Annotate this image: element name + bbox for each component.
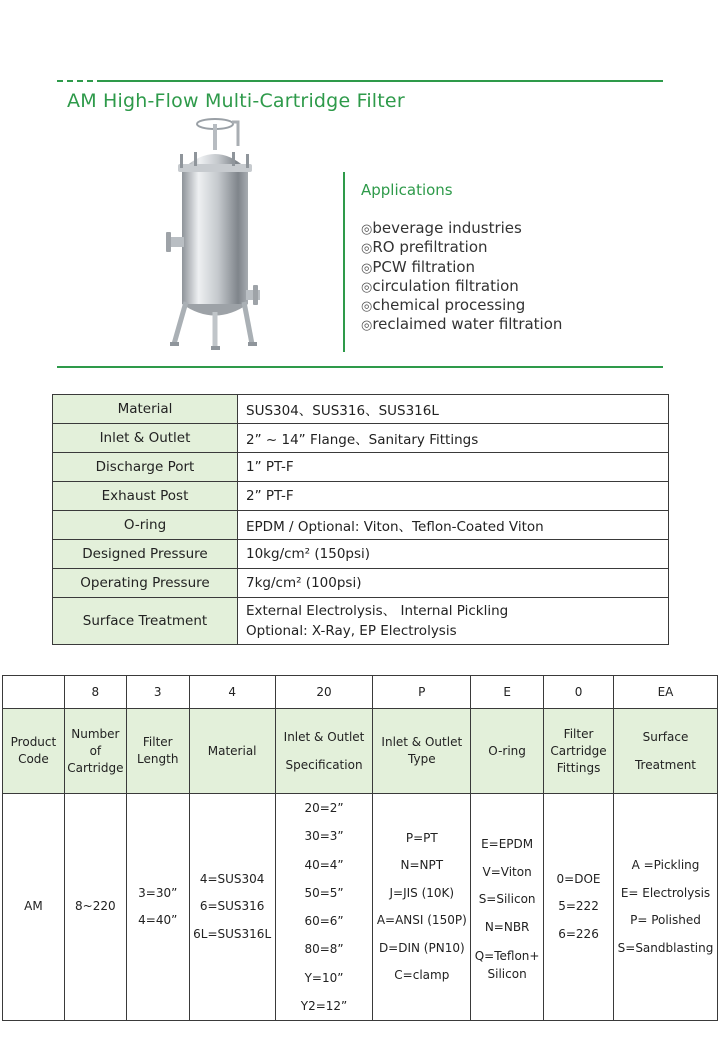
column-header <box>64 709 126 794</box>
cell-line: Filter <box>142 735 173 749</box>
list-item <box>361 238 562 257</box>
example-code-cell: 20 <box>275 676 373 709</box>
circle-bullet-icon: ◎ <box>361 241 373 257</box>
cell-line: P= Polished <box>630 913 701 928</box>
filter-housing-image <box>160 112 260 357</box>
rule-dash <box>87 80 93 82</box>
table-row <box>53 511 669 540</box>
cell-line: Treatment <box>634 758 697 772</box>
spec-value-line: Optional: X-Ray, EP Electrolysis <box>246 623 457 639</box>
circle-bullet-icon: ◎ <box>361 318 373 334</box>
rule-dash <box>77 80 83 82</box>
cell-line: D=DIN (PN10) <box>378 940 465 955</box>
cell-line: Fittings <box>556 760 601 775</box>
column-header <box>275 709 373 794</box>
cell-line: AM <box>24 899 43 914</box>
code-values-cell <box>64 794 126 1021</box>
cell-line: 50=5” <box>304 885 344 900</box>
application-text: chemical processing <box>372 296 526 315</box>
cell-line: N=NPT <box>400 858 444 873</box>
code-values-cell <box>471 794 544 1021</box>
column-header <box>373 709 471 794</box>
application-text: RO prefiltration <box>372 238 488 257</box>
cell-line: 80=8” <box>304 942 344 957</box>
spec-value-line: External Electrolysis、 Internal Pickling <box>246 603 509 619</box>
cell-line: J=JIS (10K) <box>389 885 455 900</box>
cell-line: C=clamp <box>394 968 450 983</box>
applications-list <box>361 219 562 335</box>
table-row <box>53 569 669 598</box>
cell-line: Y2=12” <box>300 999 348 1014</box>
spec-label: Material <box>53 395 238 424</box>
spec-table <box>52 394 669 645</box>
column-header <box>189 709 275 794</box>
code-values-cell <box>3 794 65 1021</box>
spec-label: Discharge Port <box>53 453 238 482</box>
code-values-cell <box>373 794 471 1021</box>
code-values-cell <box>126 794 189 1021</box>
cell-line: Length <box>137 752 179 766</box>
table-row <box>53 453 669 482</box>
cell-line: E=EPDM <box>481 837 534 852</box>
table-row <box>53 482 669 511</box>
cell-line: 3=30” <box>138 885 178 900</box>
spec-label: O-ring <box>53 511 238 540</box>
cell-line: P=PT <box>405 830 438 845</box>
section-rule <box>57 366 663 368</box>
code-values-cell <box>275 794 373 1021</box>
cell-line: S=Silicon <box>478 892 536 907</box>
cell-line: 20=2” <box>304 801 344 815</box>
cell-line: Q=Teflon+ <box>474 949 540 964</box>
page-title: AM High-Flow Multi-Cartridge Filter <box>67 90 405 112</box>
cell-line: Inlet & Outlet <box>283 730 365 744</box>
cell-line: Y=10” <box>304 970 344 985</box>
code-values-cell <box>613 794 717 1021</box>
list-item <box>361 277 562 296</box>
cell-line: Number <box>71 726 120 741</box>
cell-line: N=NBR <box>484 919 530 934</box>
table-row <box>53 540 669 569</box>
applications-heading: Applications <box>361 181 453 199</box>
example-code-cell: 8 <box>64 676 126 709</box>
list-item <box>361 258 562 277</box>
example-code-row <box>3 676 718 709</box>
cell-line: Cartridge <box>67 760 124 775</box>
cell-line: E= Electrolysis <box>620 885 711 900</box>
cell-line: 5=222 <box>558 899 599 914</box>
column-header <box>613 709 717 794</box>
cell-line: A =Pickling <box>631 858 700 873</box>
cell-line: 0=DOE <box>556 871 601 886</box>
circle-bullet-icon: ◎ <box>361 222 373 237</box>
cell-line: Type <box>408 752 436 766</box>
spec-label: Designed Pressure <box>53 540 238 569</box>
list-item <box>361 219 562 238</box>
spec-value <box>238 598 669 645</box>
spec-value: SUS304、SUS316、SUS316L <box>238 395 669 424</box>
example-code-cell: 4 <box>189 676 275 709</box>
cell-line: Surface <box>642 730 689 744</box>
spec-value: 7kg/cm² (100psi) <box>238 569 669 598</box>
spec-value: 1” PT-F <box>238 453 669 482</box>
cell-line: of <box>89 743 102 758</box>
cell-line: Cartridge <box>550 743 607 758</box>
rule-dash <box>67 80 73 82</box>
cell-line: 40=4” <box>304 857 344 872</box>
spec-label: Operating Pressure <box>53 569 238 598</box>
spec-value: EPDM / Optional: Viton、Teflon-Coated Viton <box>238 511 669 540</box>
circle-bullet-icon: ◎ <box>361 260 373 276</box>
cell-line: 6=SUS316 <box>199 899 265 914</box>
cell-line: 8~220 <box>75 899 116 914</box>
example-code-cell: P <box>373 676 471 709</box>
circle-bullet-icon: ◎ <box>361 299 373 315</box>
cell-line: Product <box>10 735 57 749</box>
spec-label: Inlet & Outlet <box>53 424 238 453</box>
cell-line: Filter <box>563 726 594 741</box>
application-text: beverage industries <box>372 219 522 237</box>
cell-line: 4=SUS304 <box>199 871 265 886</box>
cell-line: 60=6” <box>304 914 344 929</box>
spec-label: Surface Treatment <box>53 598 238 645</box>
cell-line: 30=3” <box>304 829 344 844</box>
table-row <box>53 395 669 424</box>
cell-line: Specification <box>285 758 363 772</box>
column-header <box>544 709 614 794</box>
code-values-cell <box>189 794 275 1021</box>
table-row <box>53 424 669 453</box>
circle-bullet-icon: ◎ <box>361 279 373 295</box>
cell-line: 4=40” <box>138 913 178 928</box>
cell-line: V=Viton <box>482 864 532 879</box>
cell-line: Inlet & Outlet <box>381 735 463 749</box>
example-code-cell: 0 <box>544 676 614 709</box>
cell-line: 6L=SUS316L <box>193 926 272 941</box>
cell-line: 6=226 <box>558 926 599 941</box>
header-row <box>3 709 718 794</box>
cell-line: A=ANSI (150P) <box>376 913 467 928</box>
rule-dash <box>57 80 63 82</box>
example-code-cell: EA <box>613 676 717 709</box>
spec-value: 10kg/cm² (150psi) <box>238 540 669 569</box>
applications-divider <box>343 172 345 352</box>
header-rule <box>57 80 663 82</box>
cell-line: O-ring <box>488 743 526 758</box>
column-header <box>3 709 65 794</box>
cell-line: S=Sandblasting <box>617 940 714 955</box>
list-item <box>361 315 562 334</box>
code-values-cell <box>544 794 614 1021</box>
column-header <box>126 709 189 794</box>
list-item <box>361 296 562 315</box>
cell-line: Code <box>18 752 49 766</box>
column-header <box>471 709 544 794</box>
example-code-cell: 3 <box>126 676 189 709</box>
spec-value: 2” PT-F <box>238 482 669 511</box>
table-row <box>53 598 669 645</box>
cell-line: Silicon <box>487 967 527 982</box>
cell-line: Material <box>207 743 257 758</box>
example-code-cell: E <box>471 676 544 709</box>
values-row <box>3 794 718 1021</box>
example-code-cell <box>3 676 65 709</box>
spec-label: Exhaust Post <box>53 482 238 511</box>
application-text: circulation filtration <box>372 276 519 295</box>
application-text: reclaimed water filtration <box>372 315 563 334</box>
rule-solid <box>97 80 663 82</box>
ordering-code-table <box>2 675 718 1021</box>
spec-value: 2” ~ 14” Flange、Sanitary Fittings <box>238 424 669 453</box>
application-text: PCW filtration <box>372 257 476 276</box>
